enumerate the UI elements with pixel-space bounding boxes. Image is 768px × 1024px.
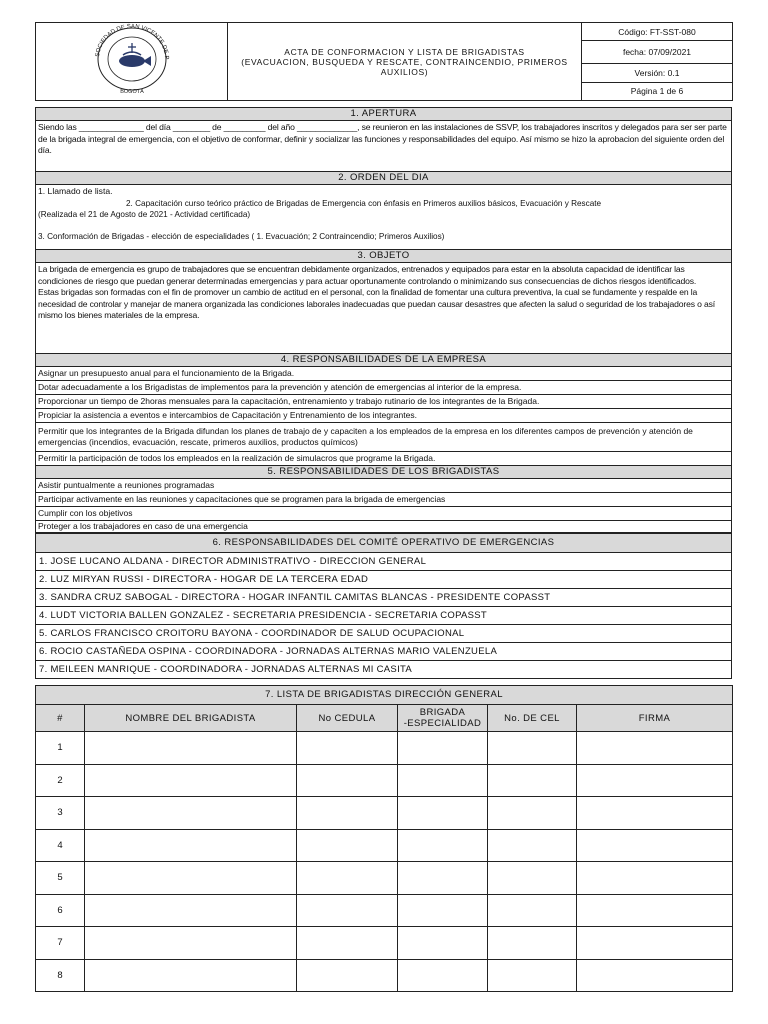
orden-item-1: 1. Llamado de lista. xyxy=(38,186,113,196)
objeto-text xyxy=(36,263,732,354)
cedula-cell[interactable] xyxy=(297,764,398,797)
celular-cell[interactable] xyxy=(488,894,577,927)
table-row xyxy=(36,894,733,927)
table-row xyxy=(36,829,733,862)
empresa-item: Propiciar la asistencia a eventos e intercambios de Capacitación y Entrenamiento de los integrantes. xyxy=(36,409,732,423)
comite-member: 2. LUZ MIRYAN RUSSI - DIRECTORA - HOGAR DE LA TERCERA EDAD xyxy=(36,571,732,589)
title-line-2: (EVACUACION, BUSQUEDA Y RESCATE, CONTRAINCENDIO, PRIMEROS AUXILIOS) xyxy=(241,56,568,77)
brigada-cell[interactable] xyxy=(398,797,488,830)
comite-table xyxy=(35,533,732,679)
section-5-title: 5. RESPONSABILIDADES DE LOS BRIGADISTAS xyxy=(36,466,732,479)
orden-del-dia xyxy=(36,185,732,250)
logo-text-top: SOCIEDAD DE SAN VICENTE DE P xyxy=(94,23,169,60)
cedula-cell[interactable] xyxy=(297,927,398,960)
objeto-paragraph-2: Estas brigadas son formadas con el fin de promover un cambio de actitud en el personal, con la finalidad de fomentar una cultura preventiva, la cual se fundamente y respalde en la necesidad de controlar y manejar de manera organizada las condiciones laborales inadecuadas que puedan causar desastres que afecten la salud o seguridad de los trabajadores o así mismo los bienes materiales de la empresa. xyxy=(38,287,716,321)
table-row xyxy=(36,862,733,895)
row-number: 8 xyxy=(36,959,85,992)
section-2-title: 2. ORDEN DEL DIA xyxy=(36,172,732,185)
table-row xyxy=(36,732,733,765)
row-number: 5 xyxy=(36,862,85,895)
table-row xyxy=(36,764,733,797)
nombre-cell[interactable] xyxy=(85,764,297,797)
empresa-item: Proporcionar un tiempo de 2horas mensuales para la capacitación, entrenamiento y trabajo rutinario de los integrantes de la Brigada. xyxy=(36,395,732,409)
firma-cell[interactable] xyxy=(577,894,733,927)
col-header-firma: FIRMA xyxy=(577,705,733,732)
firma-cell[interactable] xyxy=(577,959,733,992)
celular-cell[interactable] xyxy=(488,797,577,830)
col-header-celular: No. DE CEL xyxy=(488,705,577,732)
col-header-cedula: No CEDULA xyxy=(297,705,398,732)
firma-cell[interactable] xyxy=(577,797,733,830)
brigada-cell[interactable] xyxy=(398,829,488,862)
celular-cell[interactable] xyxy=(488,959,577,992)
col-header-brigada xyxy=(398,705,488,732)
firma-cell[interactable] xyxy=(577,927,733,960)
row-number: 4 xyxy=(36,829,85,862)
celular-cell[interactable] xyxy=(488,829,577,862)
section-7-title: 7. LISTA DE BRIGADISTAS DIRECCIÓN GENERAL xyxy=(36,686,733,705)
version-field: Versión: 0.1 xyxy=(582,64,733,82)
firma-cell[interactable] xyxy=(577,732,733,765)
objeto-paragraph-1: La brigada de emergencia es grupo de trabajadores que se encuentran debidamente organizados, entrenados y equipados para estar en la absoluta capacidad de identificar las condiciones de riesgo que puedan generar determinadas emergencias y para actuar oportunamente controlando o minimizando sus consecuencias de dichos riesgos identificados. xyxy=(38,264,697,286)
row-number: 1 xyxy=(36,732,85,765)
cedula-cell[interactable] xyxy=(297,829,398,862)
celular-cell[interactable] xyxy=(488,862,577,895)
cedula-cell[interactable] xyxy=(297,732,398,765)
cedula-cell[interactable] xyxy=(297,959,398,992)
comite-member: 6. ROCIO CASTAÑEDA OSPINA - COORDINADORA - JORNADAS ALTERNAS MARIO VALENZUELA xyxy=(36,643,732,661)
brigada-cell[interactable] xyxy=(398,862,488,895)
section-6-title: 6. RESPONSABILIDADES DEL COMITÉ OPERATIVO DE EMERGENCIAS xyxy=(36,534,732,553)
comite-member: 1. JOSE LUCANO ALDANA - DIRECTOR ADMINISTRATIVO - DIRECCION GENERAL xyxy=(36,553,732,571)
col-header-brigada-line1: BRIGADA xyxy=(419,707,466,718)
apertura-text: Siendo las ______________ del día ________ de _________ del año _____________, se reunieron en las instalaciones de SSVP, los trabajadores inscritos y delegados para ser ser parte de la brigada integral de emergencia, con el objetivo de conformar, definir y socializar las funciones y responsabilidades del equipo. Así mismo se hizo la aprobacion del siguiente orden del día. xyxy=(36,121,732,172)
sections-table xyxy=(35,107,732,533)
cedula-cell[interactable] xyxy=(297,797,398,830)
table-row xyxy=(36,927,733,960)
brigadista-item: Proteger a los trabajadores en caso de una emergencia xyxy=(36,521,732,533)
nombre-cell[interactable] xyxy=(85,829,297,862)
document-title xyxy=(228,23,582,101)
comite-member: 5. CARLOS FRANCISCO CROITORU BAYONA - COORDINADOR DE SALUD OCUPACIONAL xyxy=(36,625,732,643)
brigada-cell[interactable] xyxy=(398,894,488,927)
col-header-number: # xyxy=(36,705,85,732)
cedula-cell[interactable] xyxy=(297,894,398,927)
cedula-cell[interactable] xyxy=(297,862,398,895)
table-row xyxy=(36,797,733,830)
orden-item-3: 3. Conformación de Brigadas - elección de especialidades ( 1. Evacuación; 2 Contraincendio; Primeros Auxilios) xyxy=(38,231,445,241)
section-4-title: 4. RESPONSABILIDADES DE LA EMPRESA xyxy=(36,354,732,367)
orden-item-2: 2. Capacitación curso teórico práctico de Brigadas de Emergencia con énfasis en Primeros auxilios básicos, Evacuación y Rescate xyxy=(126,198,602,208)
comite-member: 7. MEILEEN MANRIQUE - COORDINADORA - JORNADAS ALTERNAS MI CASITA xyxy=(36,661,732,679)
logo-cell xyxy=(36,23,228,101)
orden-item-2-note: (Realizada el 21 de Agosto de 2021 - Actividad certificada) xyxy=(38,210,251,220)
brigadista-item: Asistir puntualmente a reuniones programadas xyxy=(36,479,732,493)
brigadistas-table xyxy=(35,685,733,992)
ssvp-logo xyxy=(77,23,187,95)
code-field: Código: FT-SST-080 xyxy=(582,23,733,41)
empresa-item: Permitir la participación de todos los empleados en la realización de simulacros que programe la Brigada. xyxy=(36,452,732,466)
brigadista-item: Cumplir con los objetivos xyxy=(36,507,732,521)
col-header-nombre: NOMBRE DEL BRIGADISTA xyxy=(85,705,297,732)
document-page xyxy=(35,22,732,992)
title-line-1: ACTA DE CONFORMACION Y LISTA DE BRIGADISTAS xyxy=(284,46,525,57)
page-number-field: Página 1 de 6 xyxy=(582,82,733,100)
comite-member: 3. SANDRA CRUZ SABOGAL - DIRECTORA - HOGAR INFANTIL CAMITAS BLANCAS - PRESIDENTE COPASST xyxy=(36,589,732,607)
logo-text-bottom: BOGOTÁ xyxy=(119,89,144,95)
empresa-item: Dotar adecuadamente a los Brigadistas de implementos para la prevención y atención de emergencias al interior de la empresa. xyxy=(36,381,732,395)
empresa-item: Asignar un presupuesto anual para el funcionamiento de la Brigada. xyxy=(36,367,732,381)
comite-member: 4. LUDT VICTORIA BALLEN GONZALEZ - SECRETARIA PRESIDENCIA - SECRETARIA COPASST xyxy=(36,607,732,625)
empresa-item: Permitir que los integrantes de la Brigada difundan los planes de trabajo de y capaciten a los empleados de la empresa en los diferentes campos de prevención y atención de emergencias (incendios, evacuación, rescate, primeros auxilios, productos químicos) xyxy=(36,423,732,452)
celular-cell[interactable] xyxy=(488,764,577,797)
row-number: 7 xyxy=(36,927,85,960)
nombre-cell[interactable] xyxy=(85,894,297,927)
brigada-cell[interactable] xyxy=(398,927,488,960)
brigada-cell[interactable] xyxy=(398,764,488,797)
nombre-cell[interactable] xyxy=(85,959,297,992)
date-field: fecha: 07/09/2021 xyxy=(582,41,733,64)
table-row xyxy=(36,959,733,992)
row-number: 2 xyxy=(36,764,85,797)
row-number: 3 xyxy=(36,797,85,830)
celular-cell[interactable] xyxy=(488,732,577,765)
nombre-cell[interactable] xyxy=(85,862,297,895)
section-3-title: 3. OBJETO xyxy=(36,250,732,263)
celular-cell[interactable] xyxy=(488,927,577,960)
nombre-cell[interactable] xyxy=(85,732,297,765)
firma-cell[interactable] xyxy=(577,829,733,862)
section-1-title: 1. APERTURA xyxy=(36,108,732,121)
nombre-cell[interactable] xyxy=(85,797,297,830)
row-number: 6 xyxy=(36,894,85,927)
nombre-cell[interactable] xyxy=(85,927,297,960)
firma-cell[interactable] xyxy=(577,764,733,797)
col-header-brigada-line2: -ESPECIALIDAD xyxy=(403,718,482,729)
brigada-cell[interactable] xyxy=(398,732,488,765)
brigadista-item: Participar activamente en las reuniones y capacitaciones que se programen para la brigada de emergencias xyxy=(36,493,732,507)
document-header xyxy=(35,22,733,101)
brigada-cell[interactable] xyxy=(398,959,488,992)
firma-cell[interactable] xyxy=(577,862,733,895)
